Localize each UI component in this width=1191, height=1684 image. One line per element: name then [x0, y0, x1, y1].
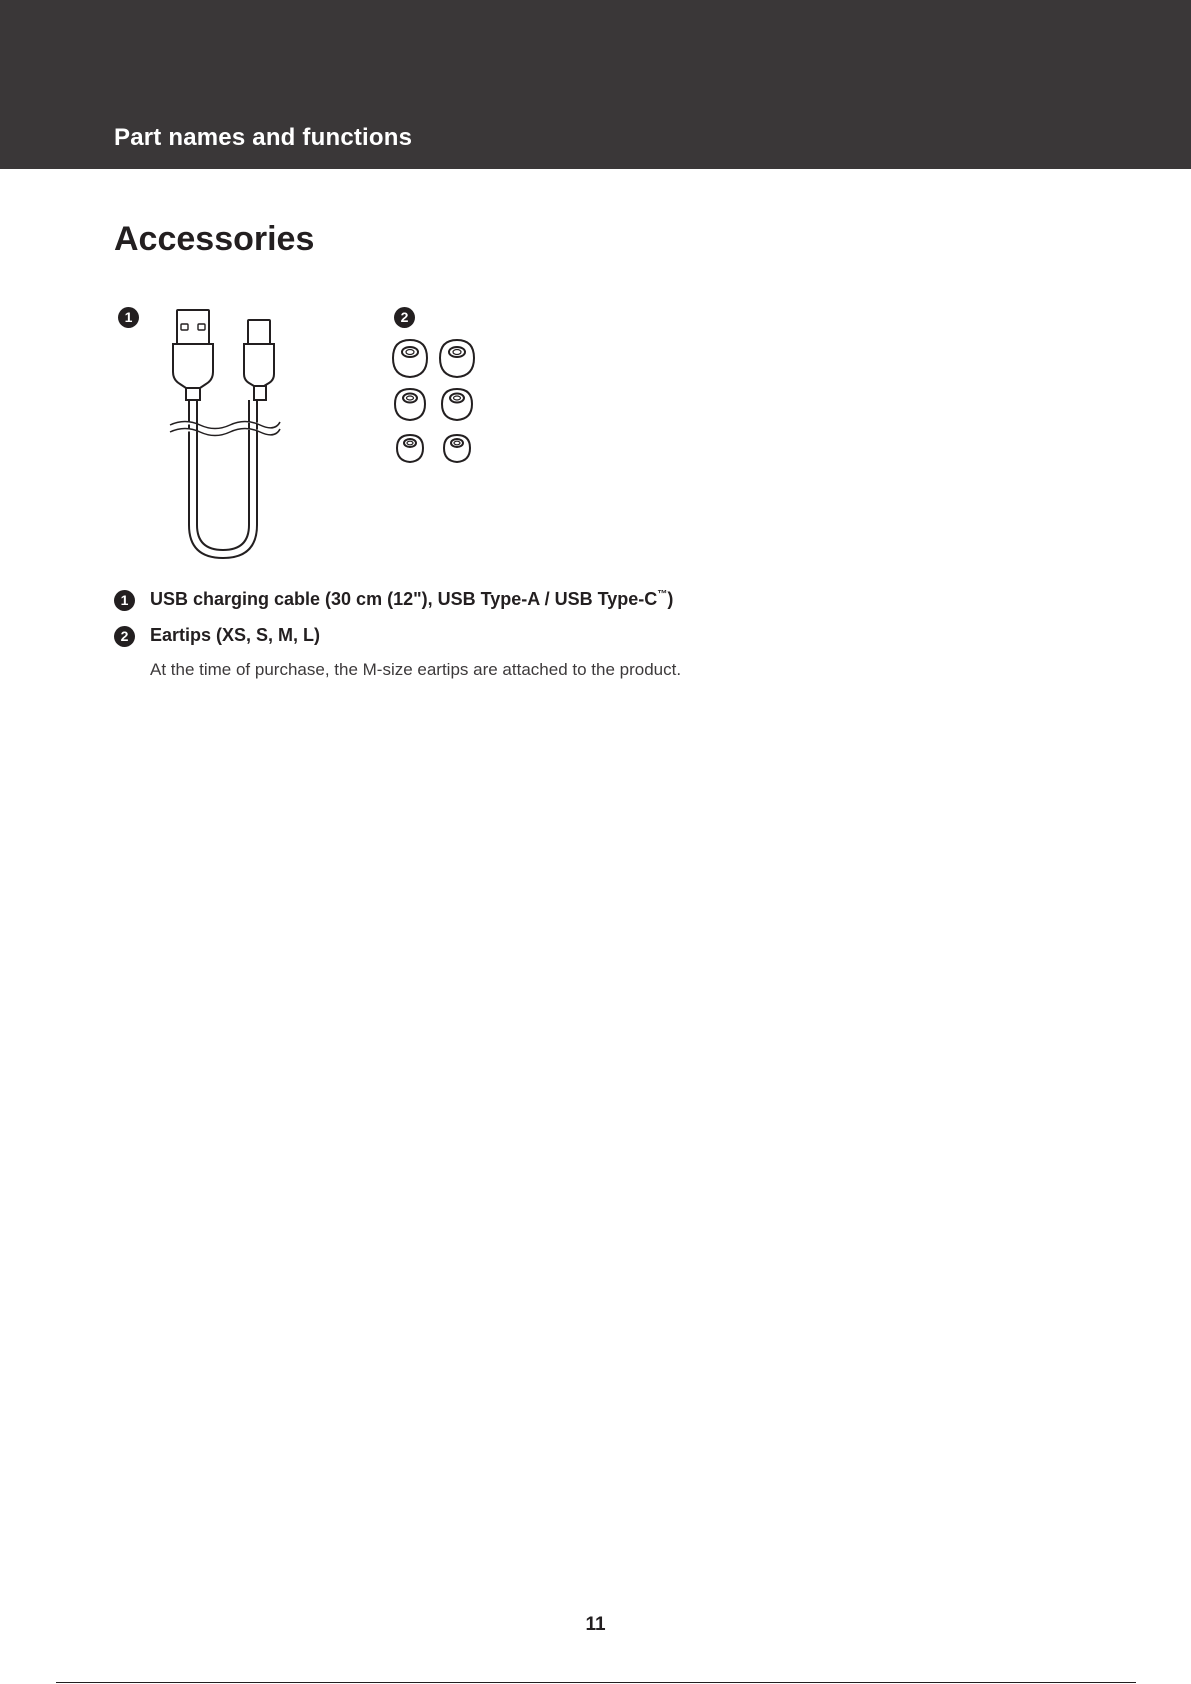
figure-badge-1: 1 — [118, 307, 139, 328]
accessory-list — [114, 589, 1014, 661]
section-title: Part names and functions — [114, 124, 413, 151]
item-label-usb-cable: USB charging cable (30 cm (12"), USB Type-A / USB Type-C™) — [150, 589, 674, 609]
accessories-illustration — [110, 300, 510, 570]
usb-cable-illustration — [170, 310, 280, 558]
eartips-note: At the time of purchase, the M-size eartips are attached to the product. — [150, 660, 682, 679]
trademark-sign: ™ — [657, 589, 668, 600]
figure-badge-2: 2 — [394, 307, 415, 328]
eartips-illustration — [393, 340, 474, 462]
list-item — [114, 625, 1014, 661]
item-label-eartips: Eartips (XS, S, M, L) — [150, 625, 321, 645]
header-band — [0, 0, 1191, 169]
page-number: 11 — [585, 1614, 606, 1635]
item-badge: 1 — [114, 590, 135, 611]
list-item — [114, 589, 1014, 625]
item-badge: 2 — [114, 626, 135, 647]
page-title: Accessories — [114, 220, 315, 258]
footer-rule — [56, 1682, 1136, 1683]
